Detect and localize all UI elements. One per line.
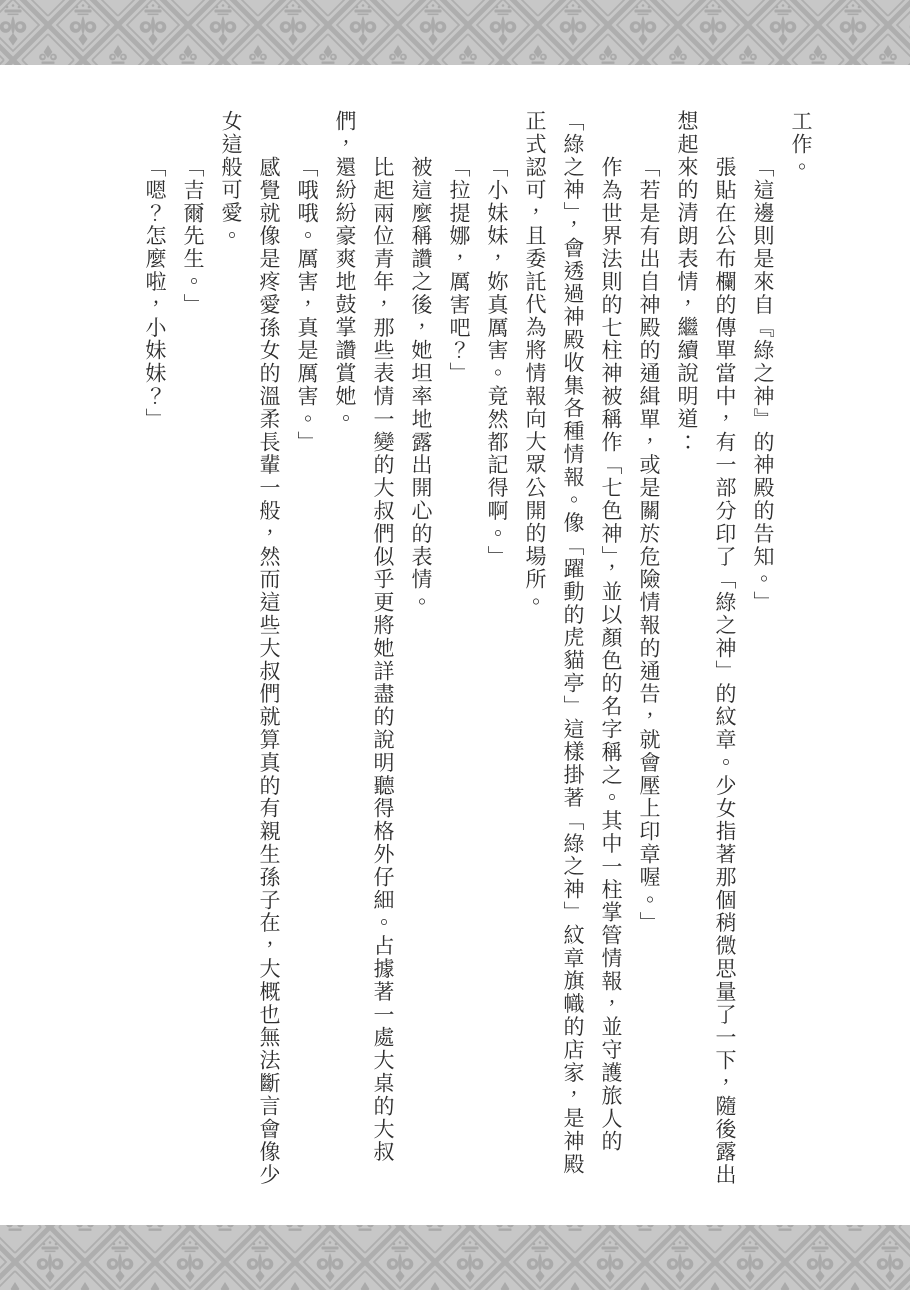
paragraph-13: 「嗯？怎麼啦，小妹妹？」 bbox=[143, 155, 167, 431]
paragraph-09: 比起兩位青年，那些表情一變的大叔們似乎更將她詳盡的說明聽得格外仔細。占據著一處大桌的大叔們，還紛紛豪爽地鼓掌讚賞她。 bbox=[333, 110, 395, 1164]
paragraph-12: 「吉爾先生。」 bbox=[181, 155, 205, 317]
paragraph-04: 「若是有出自神殿的通緝單，或是關於危險情報的通告，就會壓上印章喔。」 bbox=[637, 155, 661, 935]
top-border-pattern-fill bbox=[0, 0, 910, 65]
body-text bbox=[136, 110, 820, 1190]
paragraph-07: 「拉提娜，厲害吧？」 bbox=[447, 155, 471, 385]
top-decorative-border bbox=[0, 0, 910, 65]
paragraph-02: 「這邊則是來自『綠之神』的神殿的告知。」 bbox=[751, 155, 775, 614]
paragraph-11: 感覺就像是疼愛孫女的溫柔長輩一般，然而這些大叔們就算真的有親生孫子在，大概也無法斷言會像少女這般可愛。 bbox=[219, 110, 281, 1187]
bottom-decorative-border bbox=[0, 1225, 910, 1290]
bottom-border-pattern-fill bbox=[0, 1225, 910, 1290]
paragraph-05: 作為世界法則的七柱神被稱作「七色神」，並以顏色的名字稱之。其中一柱掌管情報，並守護旅人的「綠之神」，會透過神殿收集各種情報。像「躍動的虎貓亭」這樣掛著「綠之神」紋章旗幟的店家，是神殿正式認可，且委託代為將情報向大眾公開的場所。 bbox=[523, 110, 623, 1176]
paragraph-08: 被這麼稱讚之後，她坦率地露出開心的表情。 bbox=[409, 155, 433, 614]
paragraph-01: 工作。 bbox=[789, 110, 813, 179]
paragraph-10: 「哦哦。厲害，真是厲害。」 bbox=[295, 155, 319, 454]
paragraph-06: 「小妹妹，妳真厲害。竟然都記得啊。」 bbox=[485, 155, 509, 568]
paragraph-03: 張貼在公布欄的傳單當中，有一部分印了「綠之神」的紋章。少女指著那個稍微思量了一下，隨後露出想起來的清朗表情，繼續說明道： bbox=[675, 110, 737, 1187]
